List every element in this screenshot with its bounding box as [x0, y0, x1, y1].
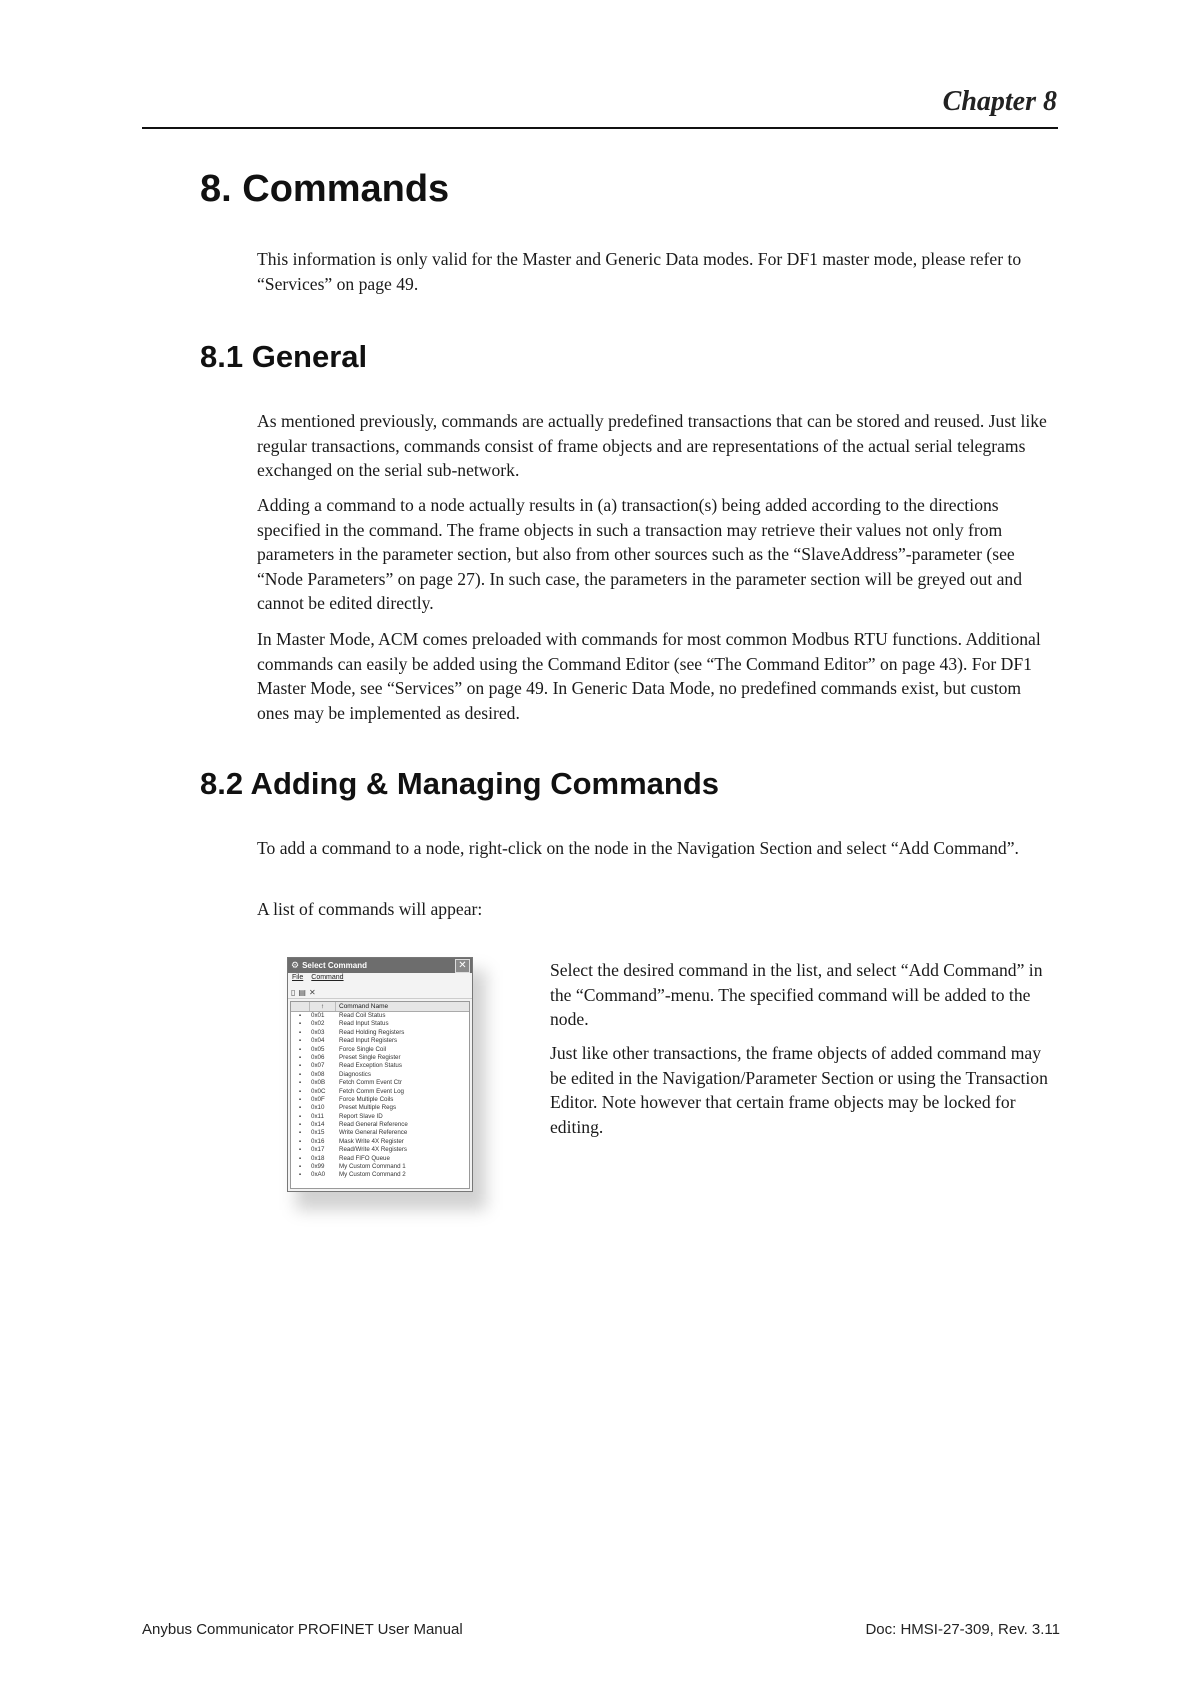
- lock-icon: ▪: [298, 1088, 302, 1095]
- dialog-toolbar: [288, 987, 472, 999]
- command-id: 0x05: [311, 1045, 325, 1053]
- lock-icon: ▪: [298, 1164, 302, 1171]
- table-row[interactable]: [291, 1163, 469, 1171]
- lock-icon: ▪: [298, 1172, 302, 1179]
- command-id: 0x0F: [311, 1095, 325, 1103]
- lock-icon: ▪: [298, 1105, 302, 1112]
- command-id: 0xA0: [311, 1171, 326, 1179]
- command-id: 0x11: [311, 1112, 324, 1120]
- page-title: 8. Commands: [200, 168, 450, 210]
- table-row[interactable]: [291, 1079, 469, 1087]
- table-row[interactable]: [291, 1020, 469, 1028]
- delete-icon[interactable]: ✕: [308, 988, 316, 997]
- command-name: Write General Reference: [339, 1129, 408, 1137]
- table-row[interactable]: [291, 1138, 469, 1146]
- lock-icon: ▪: [298, 1130, 302, 1137]
- intro-paragraph: This information is only valid for the Master and Generic Data modes. For DF1 master mode, please refer to “Services” on page 49.: [257, 249, 1022, 294]
- lock-icon: ▪: [298, 1029, 302, 1036]
- dialog-titlebar: [288, 958, 472, 973]
- command-id: 0x0B: [311, 1079, 326, 1087]
- command-id: 0x99: [311, 1163, 325, 1171]
- footer-doc-id: Doc: HMSI-27-309, Rev. 3.11: [865, 1621, 1060, 1638]
- table-row[interactable]: [291, 1121, 469, 1129]
- lock-icon: ▪: [298, 1054, 302, 1061]
- lock-icon: ▪: [298, 1138, 302, 1145]
- command-name: Diagnostics: [339, 1070, 371, 1078]
- lock-icon: ▪: [298, 1013, 302, 1019]
- command-name: Read/Write 4X Registers: [339, 1146, 407, 1154]
- command-id: 0x02: [311, 1020, 325, 1028]
- command-name: Read Coil Status: [339, 1012, 386, 1019]
- lock-icon: ▪: [298, 1122, 302, 1129]
- command-id: 0x04: [311, 1037, 325, 1045]
- command-id: 0x18: [311, 1154, 325, 1162]
- command-id: 0x03: [311, 1028, 325, 1036]
- lock-icon: ▪: [298, 1038, 302, 1045]
- table-row[interactable]: [291, 1062, 469, 1070]
- lock-icon: ▪: [298, 1063, 302, 1070]
- table-row[interactable]: [291, 1129, 469, 1137]
- command-name: Read Exception Status: [339, 1062, 402, 1070]
- table-row[interactable]: [291, 1054, 469, 1062]
- close-icon[interactable]: ✕: [455, 959, 470, 973]
- open-icon[interactable]: ▤: [298, 988, 306, 997]
- command-name: My Custom Command 2: [339, 1171, 406, 1179]
- table-row[interactable]: [291, 1046, 469, 1054]
- command-name: Read Holding Registers: [339, 1028, 405, 1036]
- lock-icon: ▪: [298, 1096, 302, 1103]
- general-paragraph-1: As mentioned previously, commands are actually predefined transactions that can be stored and reused. Just like regular transactions, commands consist of frame objects and are representations of the actual serial telegrams exchanged on the serial sub-network.: [257, 411, 1047, 480]
- footer-manual-title: Anybus Communicator PROFINET User Manual: [142, 1621, 463, 1638]
- command-name: Read FIFO Queue: [339, 1154, 390, 1162]
- command-id: 0x01: [311, 1012, 325, 1019]
- header-rule: [142, 127, 1058, 129]
- command-id: 0x16: [311, 1137, 325, 1145]
- command-name: Force Single Coil: [339, 1045, 387, 1053]
- command-name-column-header[interactable]: Command Name: [339, 1003, 389, 1010]
- command-name: Read General Reference: [339, 1121, 408, 1129]
- list-header: [291, 1002, 469, 1012]
- lock-icon: ▪: [298, 1071, 302, 1078]
- command-rows: [291, 1012, 469, 1180]
- table-row[interactable]: [291, 1029, 469, 1037]
- section-heading-general: 8.1 General: [200, 339, 368, 374]
- section-heading-adding: 8.2 Adding & Managing Commands: [200, 766, 719, 801]
- command-id: 0x07: [311, 1062, 325, 1070]
- command-id: 0x14: [311, 1121, 325, 1129]
- lock-icon: ▪: [298, 1155, 302, 1162]
- command-id: 0x0C: [311, 1087, 326, 1095]
- table-row[interactable]: [291, 1104, 469, 1112]
- lock-icon: ▪: [298, 1113, 302, 1120]
- table-row[interactable]: [291, 1071, 469, 1079]
- table-row[interactable]: [291, 1088, 469, 1096]
- select-command-dialog: [287, 957, 473, 1192]
- table-row[interactable]: [291, 1096, 469, 1104]
- command-id: 0x10: [311, 1104, 325, 1112]
- command-list: [290, 1001, 470, 1189]
- adding-paragraph-1: To add a command to a node, right-click on the node in the Navigation Section and select “Add Command”.: [257, 838, 1019, 858]
- command-name: Preset Single Register: [339, 1053, 401, 1061]
- sort-column-header[interactable]: ↑: [310, 1002, 336, 1011]
- table-row[interactable]: [291, 1171, 469, 1179]
- table-row[interactable]: [291, 1113, 469, 1121]
- command-name: My Custom Command 1: [339, 1163, 406, 1171]
- new-icon[interactable]: ▯: [291, 988, 296, 997]
- command-id: 0x06: [311, 1053, 325, 1061]
- table-row[interactable]: [291, 1012, 469, 1020]
- command-id: 0x17: [311, 1146, 325, 1154]
- command-name: Force Multiple Coils: [339, 1095, 394, 1103]
- table-row[interactable]: [291, 1155, 469, 1163]
- menu-command[interactable]: Command: [311, 974, 344, 981]
- command-name: Preset Multiple Regs: [339, 1104, 397, 1112]
- gear-icon: ⚙: [291, 960, 300, 970]
- table-row[interactable]: [291, 1037, 469, 1045]
- command-name: Fetch Comm Event Log: [339, 1087, 404, 1095]
- right-paragraph-1: Select the desired command in the list, and select “Add Command” in the “Command”-menu. The specified command will be added to the node.: [550, 960, 1043, 1029]
- general-paragraph-3: In Master Mode, ACM comes preloaded with commands for most common Modbus RTU functions. Additional commands can easily be added using the Command Editor (see “The Command Editor” on page 43). For DF1 Master Mode, see “Services” on page 49. In Generic Data Mode, no predefined commands exist, but custom ones may be implemented as desired.: [257, 629, 1041, 723]
- command-name: Read Input Status: [339, 1020, 389, 1028]
- lock-column-header[interactable]: [291, 1002, 310, 1011]
- command-name: Fetch Comm Event Ctr: [339, 1079, 402, 1087]
- right-paragraph-2: Just like other transactions, the frame objects of added command may be edited in the Navigation/Parameter Section or using the Transaction Editor. Note however that certain frame objects may be locked for editing.: [550, 1043, 1048, 1137]
- lock-icon: ▪: [298, 1021, 302, 1028]
- general-paragraph-2: Adding a command to a node actually results in (a) transaction(s) being added according to the directions specified in the command. The frame objects in such a transaction may retrieve their values not only from parameters in the parameter section, but also from other sources such as the “SlaveAddress”-parameter (see “Node Parameters” on page 27). In such case, the parameters in the parameter section will be greyed out and cannot be edited directly.: [257, 495, 1023, 613]
- dialog-menubar: [288, 973, 472, 987]
- adding-paragraph-2: A list of commands will appear:: [257, 899, 483, 919]
- table-row[interactable]: [291, 1146, 469, 1154]
- menu-file[interactable]: File: [292, 974, 304, 981]
- chapter-label: Chapter 8: [942, 86, 1057, 117]
- command-name: Read Input Registers: [339, 1037, 398, 1045]
- lock-icon: ▪: [298, 1080, 302, 1087]
- command-name: Report Slave ID: [339, 1112, 383, 1120]
- command-name: Mask Write 4X Register: [339, 1137, 404, 1145]
- lock-icon: ▪: [298, 1147, 302, 1154]
- lock-icon: ▪: [298, 1046, 302, 1053]
- dialog-title: Select Command: [302, 961, 367, 970]
- command-id: 0x15: [311, 1129, 325, 1137]
- command-id: 0x08: [311, 1070, 325, 1078]
